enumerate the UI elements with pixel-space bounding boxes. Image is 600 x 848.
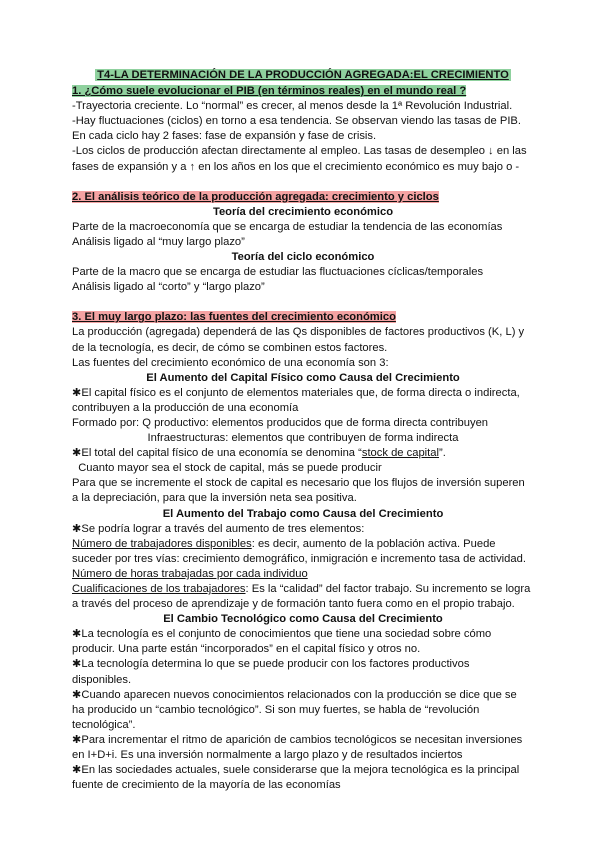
tech-line: ✱Cuando aparecen nuevos conocimientos relacionados con la producción se dice que se (72, 688, 517, 701)
s1-line: fases de expansión y a ↑ en los años en los que el crecimiento económico es muy bajo o - (72, 160, 520, 173)
capital-line: ✱El capital físico es el conjunto de elementos materiales que, de forma directa o indirecta, (72, 386, 520, 399)
capital-line: Infraestructuras: elementos que contribuyen de forma indirecta (147, 432, 459, 445)
section-1-heading: 1. ¿Cómo suele evolucionar el PIB (en términos reales) en el mundo real ? (72, 85, 467, 98)
document-title: T4-LA DETERMINACIÓN DE LA PRODUCCIÓN AGREGADA:EL CRECIMIENTO (97, 69, 509, 81)
s3-intro-line: Las fuentes del crecimiento económico de una economía son 3: (72, 356, 389, 369)
capital-line: Formado por: Q productivo: elementos producidos que de forma directa contribuyen (72, 416, 489, 429)
labor-qualifications-line: Cualificaciones de los trabajadores: Es la “calidad” del factor trabajo. Su incremento se logra (72, 583, 531, 595)
capital-line: Para que se incremente el stock de capital es necesario que los flujos de inversión superen (72, 477, 525, 490)
tech-line: producir. Una parte están “incorporados” en el capital físico y otros no. (72, 643, 421, 656)
qualifications-term: Cualificaciones de los trabajadores (72, 583, 246, 595)
s3-intro-line: La producción (agregada) dependerá de las Qs disponibles de factores productivos (K, L) y (72, 326, 525, 339)
labor-workers-line: Número de trabajadores disponibles: es decir, aumento de la población activa. Puede (72, 537, 496, 550)
labor-line: a través del proceso de aprendizaje y de formación tanto fuera como en el propio trabajo. (72, 598, 515, 611)
tech-line: fuente de crecimiento de la mayoría de las economías (72, 779, 341, 792)
tech-line: en I+D+i. Es una inversión normalmente a largo plazo y de resultados inciertos (72, 749, 463, 762)
subheading-cycle-theory: Teoría del ciclo económico (231, 251, 375, 264)
tech-line: ✱En las sociedades actuales, suele considerarse que la mejora tecnológica es la principal (72, 764, 520, 777)
s2-line: Parte de la macro que se encarga de estudiar las fluctuaciones cíclicas/temporales (72, 266, 484, 279)
section-3-heading: 3. El muy largo plazo: las fuentes del crecimiento económico (72, 311, 396, 324)
tech-line: ✱La tecnología determina lo que se puede producir con los factores productivos (72, 658, 470, 671)
stock-de-capital-term: stock de capital (361, 447, 439, 460)
subheading-technology: El Cambio Tecnológico como Causa del Crecimiento (163, 613, 443, 626)
s1-line: -Los ciclos de producción afectan directamente al empleo. Las tasas de desempleo ↓ en las (72, 145, 527, 158)
capital-line: Cuanto mayor sea el stock de capital, más se puede producir (72, 462, 382, 475)
capital-line: a la depreciación, para que la inversión neta sea positiva. (72, 492, 357, 505)
s1-line: -Trayectoria creciente. Lo “normal” es crecer, al menos desde la 1ª Revolución Industrial. (72, 100, 513, 113)
subheading-capital: El Aumento del Capital Físico como Causa del Crecimiento (146, 371, 460, 384)
s1-line: -Hay fluctuaciones (ciclos) en torno a esa tendencia. Se observan viendo las tasas de PIB. (72, 115, 521, 128)
section-2-heading: 2. El análisis teórico de la producción agregada: crecimiento y ciclos (72, 190, 439, 203)
labor-hours-line (72, 567, 534, 582)
hours-term: Número de horas trabajadas por cada individuo (72, 567, 308, 580)
labor-line: suceder por tres vías: crecimiento demográfico, inmigración e incremento tasa de actividad. (72, 552, 526, 565)
capital-line: contribuyen a la producción de una economía (72, 401, 299, 414)
capital-stock-line: ✱El total del capital físico de una economía se denomina “stock de capital”. (72, 447, 446, 460)
s2-line: Análisis ligado al “muy largo plazo” (72, 235, 245, 248)
workers-term: Número de trabajadores disponibles (72, 537, 252, 550)
tech-line: ha producido un “cambio tecnológico”. Si son muy fuertes, se habla de “revolución (72, 703, 480, 716)
labor-line: ✱Se podría lograr a través del aumento de tres elementos: (72, 522, 365, 535)
subheading-labor: El Aumento del Trabajo como Causa del Crecimiento (162, 507, 444, 520)
document-page (72, 68, 534, 793)
s3-intro-line: de la tecnología, es decir, de cómo se combinen estos factores. (72, 341, 388, 354)
s2-line: Análisis ligado al “corto” y “largo plazo” (72, 281, 265, 294)
s2-line: Parte de la macroeconomía que se encarga de estudiar la tendencia de las economías (72, 220, 503, 233)
subheading-growth-theory: Teoría del crecimiento económico (212, 205, 394, 218)
tech-line: disponibles. (72, 673, 132, 686)
s1-line: En cada ciclo hay 2 fases: fase de expansión y fase de crisis. (72, 130, 377, 143)
tech-line: ✱Para incrementar el ritmo de aparición de cambios tecnológicos se necesitan inversiones (72, 733, 523, 746)
tech-line: tecnológica”. (72, 718, 136, 731)
tech-line: ✱La tecnología es el conjunto de conocimientos que tiene una sociedad sobre cómo (72, 628, 492, 641)
